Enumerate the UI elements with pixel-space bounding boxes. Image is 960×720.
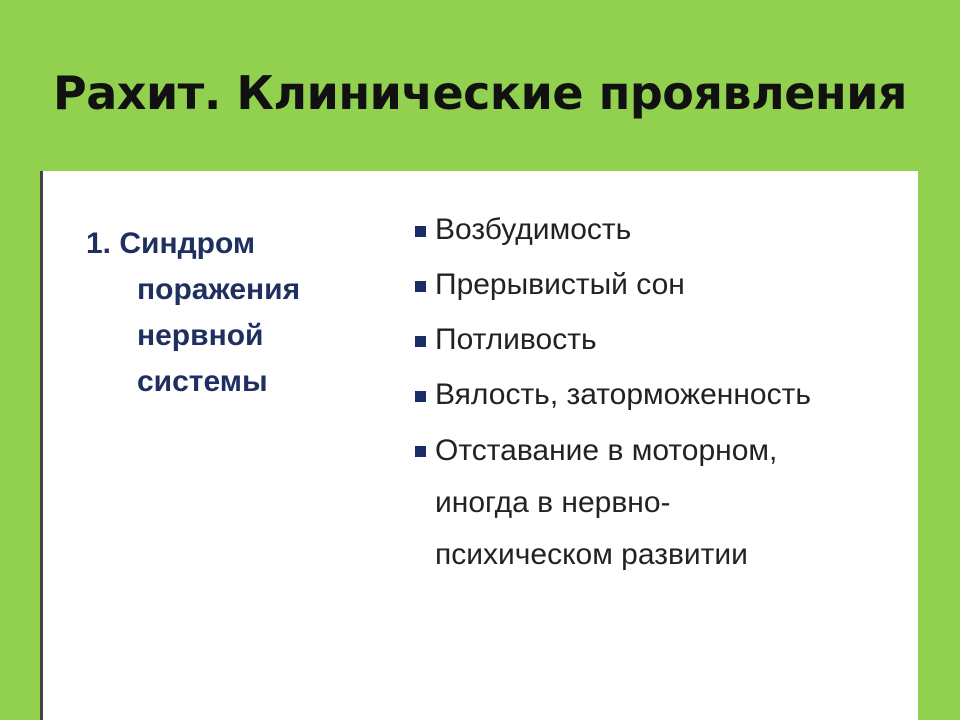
syndrome-heading	[86, 221, 300, 405]
symptom-list	[415, 205, 811, 586]
content-panel	[40, 171, 918, 720]
symptom-text: Возбудимость	[435, 213, 632, 246]
symptom-item	[415, 260, 811, 310]
symptom-text: Вялость, заторможенность	[435, 378, 811, 411]
syndrome-line: нервной	[137, 319, 264, 352]
symptom-item	[415, 315, 811, 365]
syndrome-line: 1. Синдром	[86, 227, 256, 260]
square-bullet-icon	[415, 336, 426, 347]
symptom-item	[415, 370, 811, 420]
syndrome-line: системы	[137, 365, 268, 398]
symptom-text: иногда в нервно-	[435, 486, 671, 519]
square-bullet-icon	[415, 226, 426, 237]
symptom-item	[415, 205, 811, 255]
symptom-text: Потливость	[435, 323, 597, 356]
symptom-text: Отставание в моторном,	[435, 434, 778, 467]
symptom-text: Прерывистый сон	[435, 268, 685, 301]
symptom-text: психическом развитии	[435, 538, 748, 571]
square-bullet-icon	[415, 446, 426, 457]
square-bullet-icon	[415, 391, 426, 402]
syndrome-line: поражения	[137, 273, 301, 306]
slide-title: Рахит. Клинические проявления	[53, 66, 907, 120]
square-bullet-icon	[415, 281, 426, 292]
symptom-item	[415, 425, 811, 581]
